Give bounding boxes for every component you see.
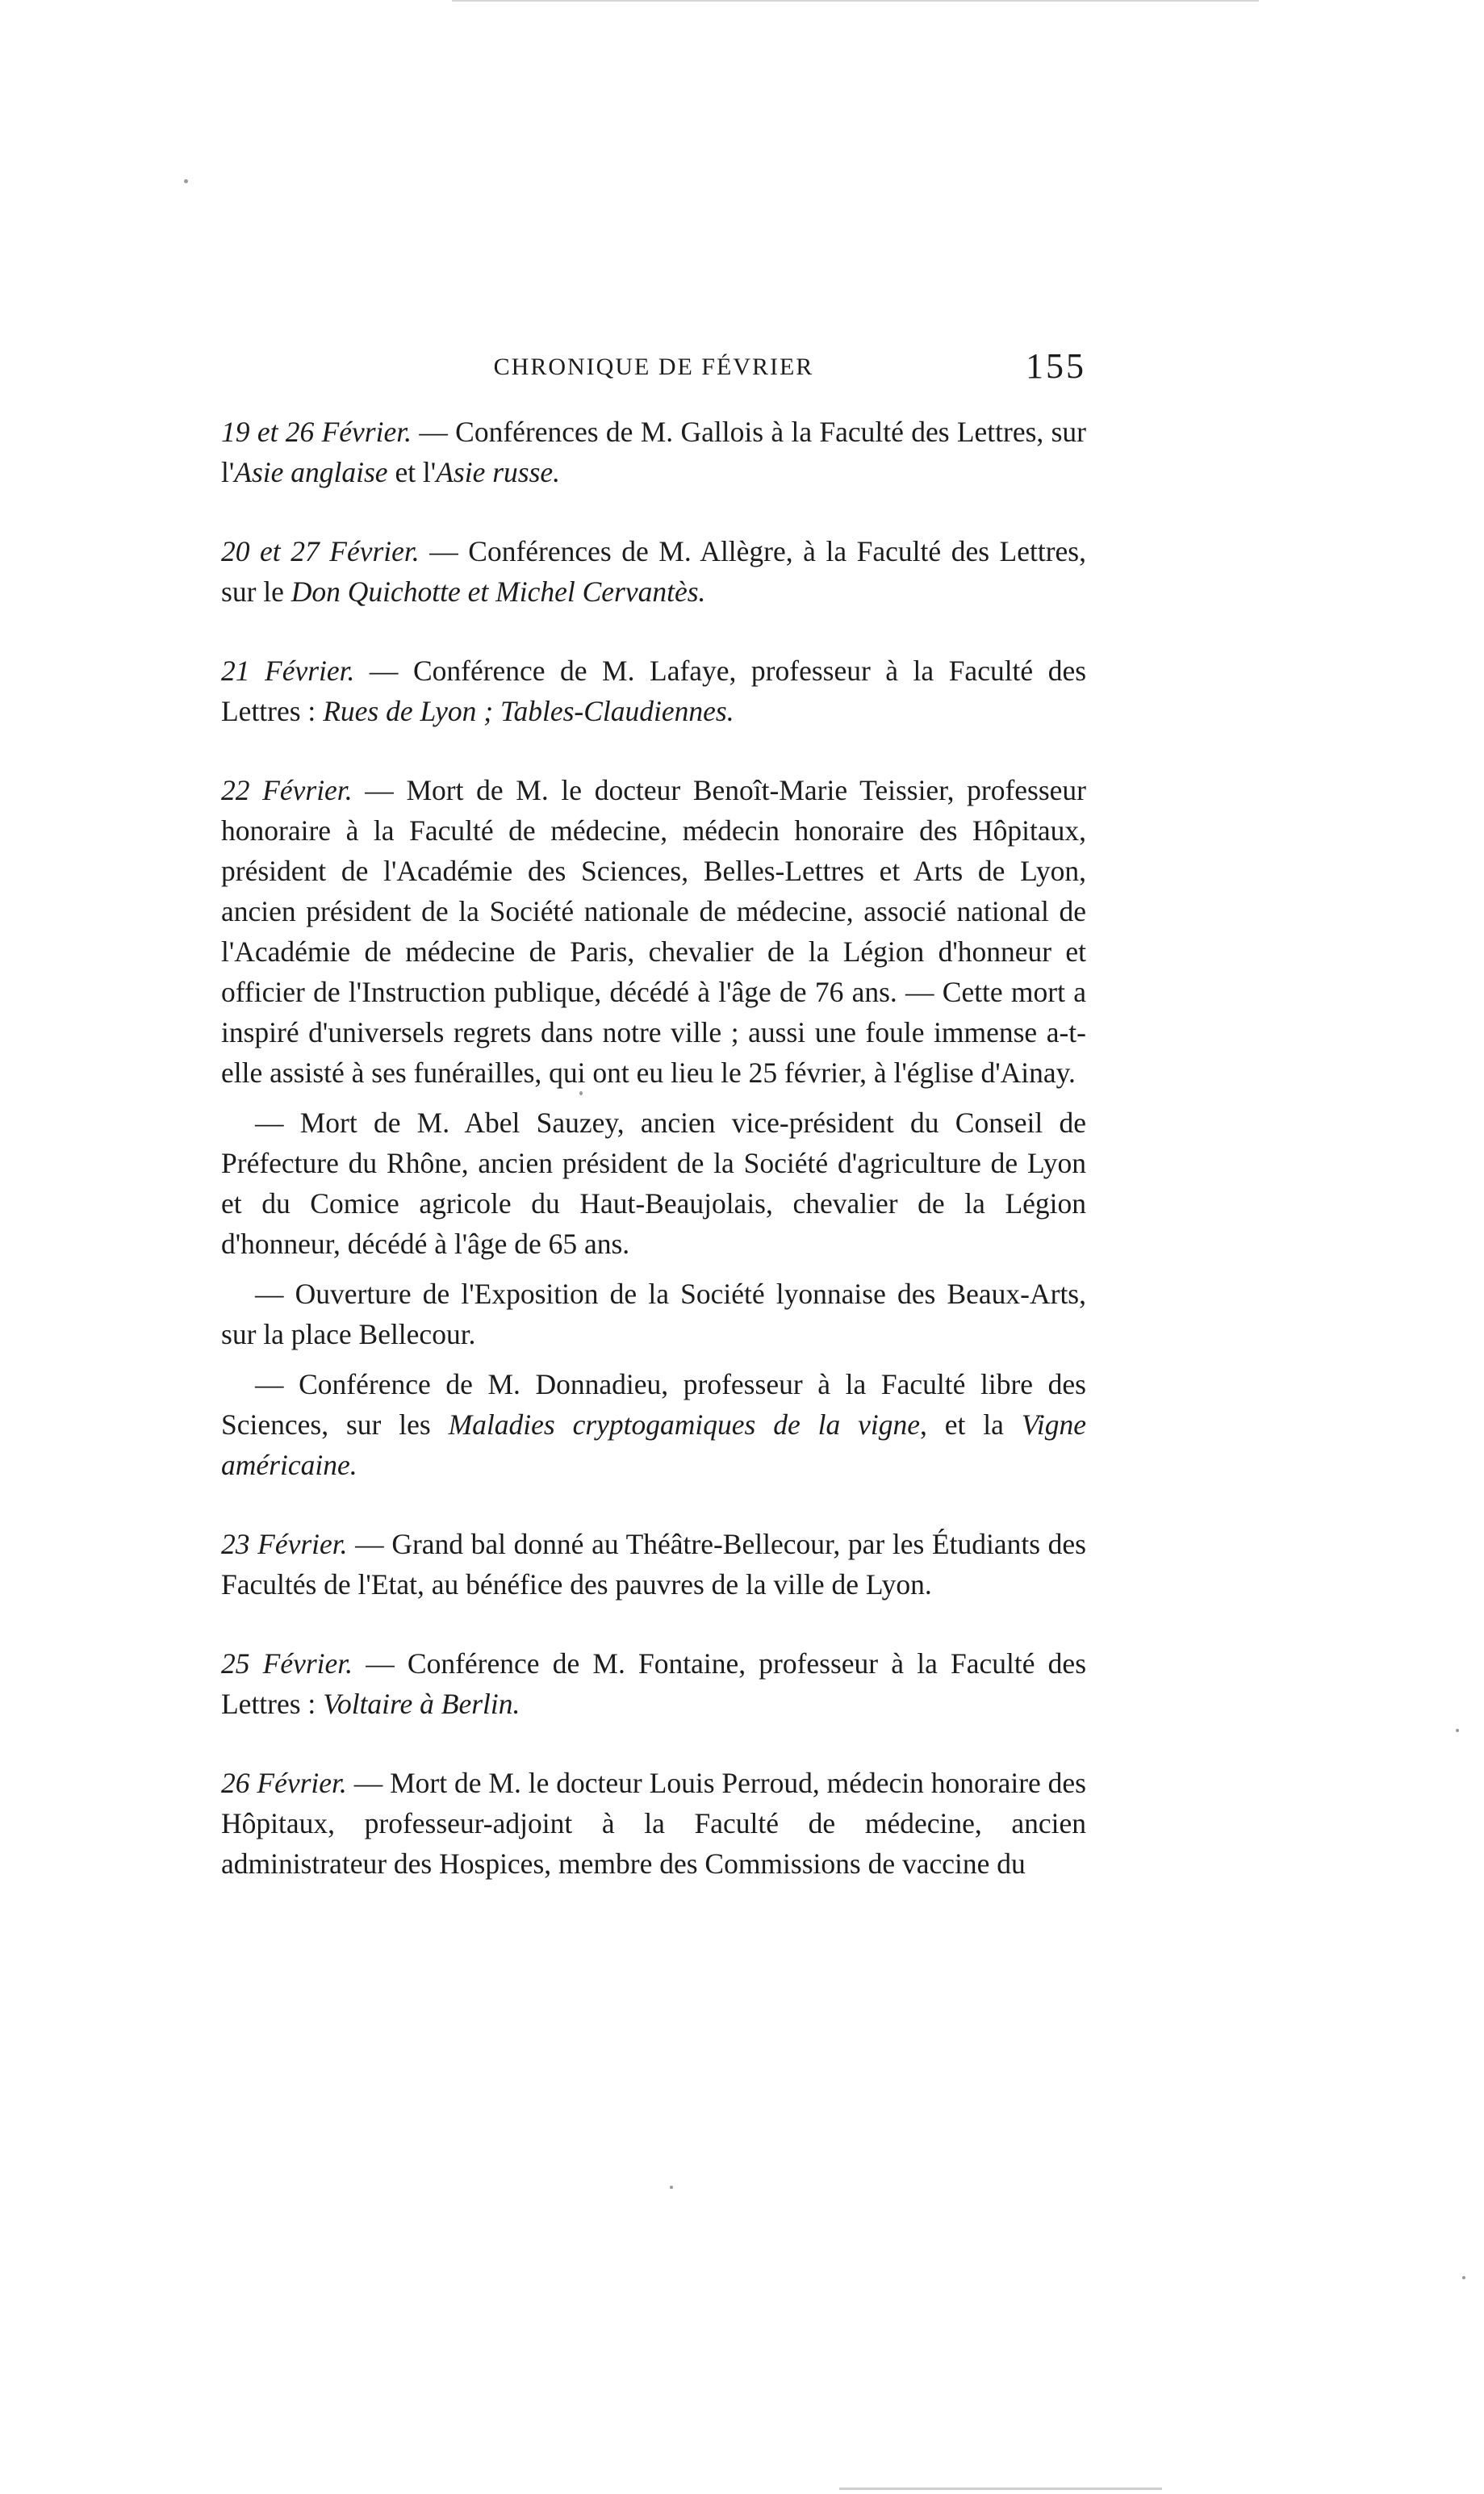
entry-date: 25 Février.	[221, 1647, 353, 1680]
chronicle-entry	[221, 651, 1086, 731]
scan-speck	[1462, 2276, 1465, 2279]
entry-text: — Mort de M. Abel Sauzey, ancien vice-président du Conseil de Préfecture du Rhône, ancien président de la Société d'agriculture de Lyon et du Comice agricole du Haut-Beaujolais, chevalier de la Légion d'honneur, décédé à l'âge de 65 ans.	[221, 1107, 1086, 1260]
entry-dash: —	[352, 774, 407, 806]
scan-speck	[670, 2186, 673, 2189]
entry-date: 26 Février.	[221, 1767, 347, 1799]
scan-speck	[579, 1091, 583, 1095]
chronicle-entry	[221, 1524, 1086, 1605]
italic-title: Asie anglaise	[234, 456, 388, 488]
italic-title: Don Quichotte et Michel Cervantès.	[291, 575, 706, 608]
entry-text: , et la	[920, 1408, 1022, 1441]
page-header	[221, 345, 1086, 394]
entry-text: — Ouverture de l'Exposition de la Société lyonnaise des Beaux-Arts, sur la place Bellecour.	[221, 1278, 1086, 1350]
entry-text: Mort de M. le docteur Benoît-Marie Teissier, professeur honoraire à la Faculté de médecine, médecin honoraire des Hôpitaux, président de l'Académie des Sciences, Belles-Lettres et Arts de Lyon, ancien président de la Société nationale de médecine, associé national de l'Académie de médecine de Paris, chevalier de la Légion d'honneur et officier de l'Instruction publique, décédé à l'âge de 76 ans. — Cette mort a inspiré d'universels regrets dans notre ville ; aussi une foule immense a-t-elle assisté à ses funérailles, qui ont eu lieu le 25 février, à l'église d'Ainay.	[221, 774, 1087, 1089]
entry-text: Conférence de M. Fontaine, professeur à la Faculté des Lettres :	[221, 1647, 1087, 1720]
chronicle-entry	[221, 770, 1086, 1093]
chronicle-entry	[221, 1643, 1086, 1724]
entry-text: Mort de M. le docteur Louis Perroud, médecin honoraire des Hôpitaux, professeur-adjoint à la Faculté de médecine, ancien administrateur des Hospices, membre des Commissions de vaccine du	[221, 1767, 1086, 1880]
entry-date: 20 et 27 Février.	[221, 535, 420, 567]
entry-date: 21 Février.	[221, 655, 355, 687]
entry-text: Conférences de M. Gallois à la Faculté des Lettres, sur l'	[221, 416, 1087, 488]
entry-text: et l'	[387, 456, 437, 488]
top-edge-rule	[452, 0, 1259, 2]
entry-dash: —	[347, 1528, 392, 1560]
italic-title: Vigne américaine.	[221, 1408, 1086, 1481]
scan-speck	[184, 179, 188, 183]
entry-text: Conférences de M. Allègre, à la Faculté des Lettres, sur le	[221, 535, 1086, 608]
entry-dash: —	[412, 416, 456, 448]
entry-text: Grand bal donné au Théâtre-Bellecour, par les Étudiants des Facultés de l'Etat, au bénéfice des pauvres de la ville de Lyon.	[221, 1528, 1086, 1601]
italic-title: Asie russe.	[436, 456, 561, 488]
chronicle-sub-entry	[221, 1103, 1086, 1264]
italic-title: Rues de Lyon ; Tables-Claudiennes.	[323, 695, 734, 727]
scan-speck	[1456, 1729, 1459, 1732]
running-title: CHRONIQUE DE FÉVRIER	[493, 354, 814, 380]
entry-dash: —	[353, 1647, 408, 1680]
entry-dash: —	[354, 655, 413, 687]
page-number: 155	[1026, 346, 1086, 386]
entry-date: 23 Février.	[221, 1528, 348, 1560]
chronicle-body	[221, 412, 1086, 1923]
chronicle-sub-entry	[221, 1364, 1086, 1485]
chronicle-sub-entry	[221, 1274, 1086, 1354]
chronicle-entry	[221, 412, 1086, 492]
chronicle-entry	[221, 531, 1086, 612]
entry-date: 22 Février.	[221, 774, 353, 806]
chronicle-entry	[221, 1763, 1086, 1884]
bottom-edge-rule	[839, 2488, 1162, 2490]
entry-dash: —	[346, 1767, 391, 1799]
entry-dash: —	[419, 535, 469, 567]
entry-text: Conférence de M. Lafaye, professeur à la Faculté des Lettres :	[221, 655, 1087, 727]
entry-date: 19 et 26 Février.	[221, 416, 412, 448]
italic-title: Maladies cryptogamiques de la vigne	[448, 1408, 921, 1441]
entry-text: — Conférence de M. Donnadieu, professeur à la Faculté libre des Sciences, sur les	[221, 1368, 1086, 1441]
italic-title: Voltaire à Berlin.	[323, 1688, 520, 1720]
